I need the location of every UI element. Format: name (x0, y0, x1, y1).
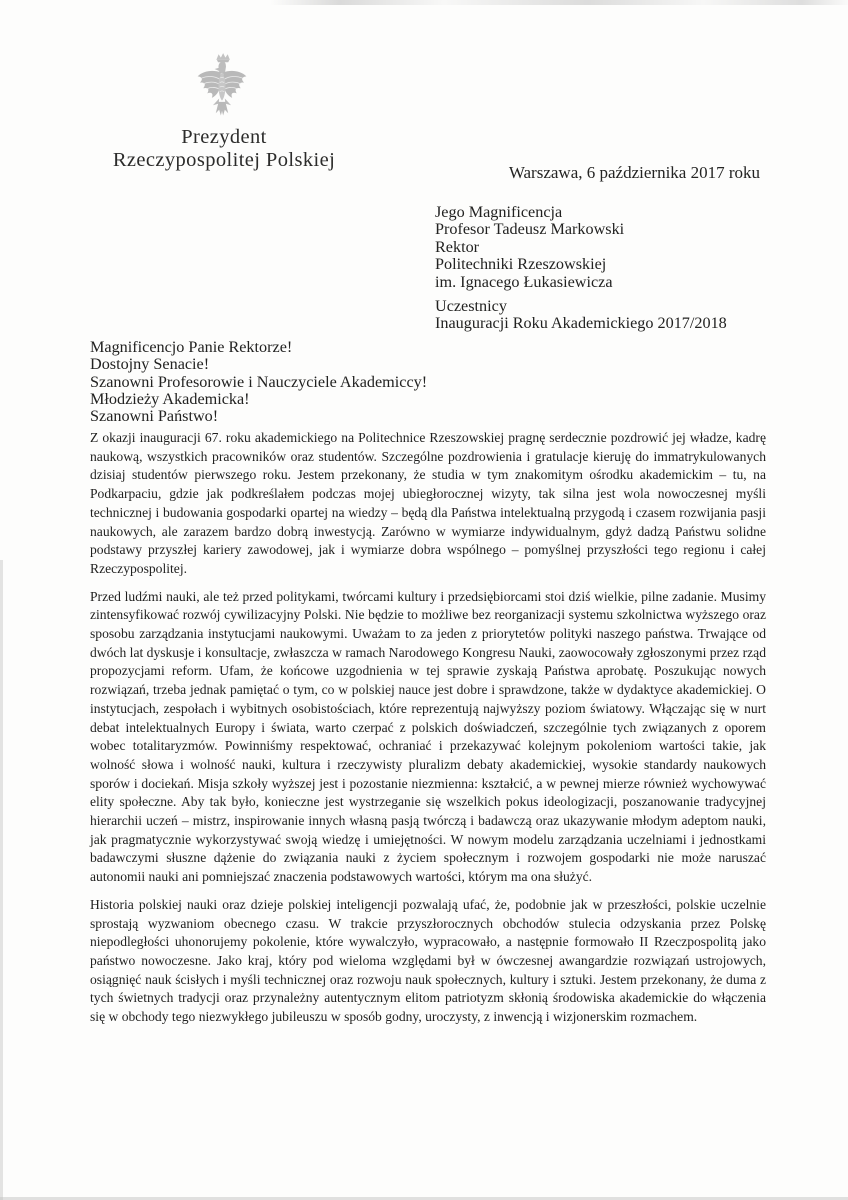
salutation-block (90, 339, 650, 425)
addressee-line-institution: Politechniki Rzeszowskiej (435, 255, 607, 274)
body-paragraph-1: Z okazji inauguracji 67. roku akademickiego na Politechnice Rzeszowskiej pragnę serdecznie pozdrowić jej władze, kadrę naukową, wszystkich pracowników oraz studentów. Szczególne pozdrowienia i gratulacje kieruję do immatrykulowanych dzisiaj studentów pierwszego roku. Jestem przekonany, że studia w tym znakomitym ośrodku akademickim – tu, na Podkarpaciu, gdzie jak podkreślałem podczas mojej ubiegłorocznej wizyty, tak silna jest wola nowoczesnej myśli technicznej i budowania gospodarki opartej na wiedzy – będą dla Państwa intelektualną przygodą i czasem rozwijania pasji naukowych, ale zarazem bardzo dobrą inwestycją. Zarówno w wymiarze indywidualnym, gdyż dadzą Państwu solidne podstawy przyszłej kariery zawodowej, jak i wymiarze dobra wspólnego – pomyślnej przyszłości tego regionu i całej Rzeczypospolitej. (90, 430, 766, 576)
addressee-line-position: Rektor (435, 237, 480, 256)
salutation-guests: Szanowni Państwo! (90, 407, 219, 426)
letter-body (90, 429, 766, 1027)
polish-eagle-emblem-icon (193, 52, 251, 120)
sender-title-block (64, 126, 384, 172)
addressee-line-name: Profesor Tadeusz Markowski (435, 220, 625, 239)
addressee-line-participants: Uczestnicy (435, 297, 507, 316)
dateline: Warszawa, 6 października 2017 roku (508, 163, 760, 182)
addressee-secondary-block (435, 298, 775, 333)
scan-artifact-top-edge (270, 0, 848, 5)
addressee-block (435, 204, 775, 333)
body-paragraph-2: Przed ludźmi nauki, ale też przed politykami, twórcami kultury i przedsiębiorcami stoi dziś wielkie, pilne zadanie. Musimy zintensyfikować rozwój cywilizacyjny Polski. Nie będzie to możliwe bez reorganizacji systemu szkolnictwa wyższego oraz sposobu zarządzania instytucjami naukowymi. Uważam to za jeden z priorytetów polityki naszego państwa. Trwające od dwóch lat dyskusje i konsultacje, zwłaszcza w ramach Narodowego Kongresu Nauki, zaowocowały zgłoszonymi przez rząd propozycjami reform. Ufam, że końcowe uzgodnienia w tej sprawie zyskają Państwa aprobatę. Poszukując nowych rozwiązań, trzeba jednak pamiętać o tym, co w polskiej nauce jest dobre i sprawdzone, także w dydaktyce akademickiej. O instytucjach, zespołach i wybitnych osobistościach, które reprezentują najwyższy poziom światowy. Włączając się w nurt debat intelektualnych Europy i świata, warto czerpać z polskich doświadczeń, szczególnie tych związanych z oporem wobec totalitaryzmów. Powinniśmy respektować, ochraniać i przekazywać kolejnym pokoleniom wartości takie, jak wolność słowa i wolność nauki, kultura i rzeczywisty pluralizm debaty akademickiej, wysokie standardy naukowych sporów i dociekań. Misja szkoły wyższej jest i pozostanie niezmienna: kształcić, a w pewnej mierze również wychowywać elity społeczne. Aby tak było, konieczne jest wystrzeganie się wszelkich pokus ideologizacji, poszanowanie tradycyjnej hierarchii uczeń – mistrz, inspirowanie innych własną pasją twórczą i badawczą oraz ukazywanie młodym adeptom nauki, jak pragmatycznie wykorzystywać swoją wiedzę i umiejętności. W nowym modelu zarządzania uczelniami i jednostkami badawczymi słuszne dążenie do związania nauki z życiem społecznym i rozwojem gospodarki nie może naruszać autonomii nauki ani pomniejszać znaczenia podstawowych wartości, którym ma ona służyć. (90, 588, 766, 885)
body-paragraph-3: Historia polskiej nauki oraz dzieje polskiej inteligencji pozwalają ufać, że, podobnie jak w przeszłości, polskie uczelnie sprostają wyzwaniom obecnego czasu. W trakcie przyszłorocznych obchodów stulecia odzyskania przez Polskę niepodległości uhonorujemy pokolenie, które wywalczyło, wypracowało, a następnie formowało II Rzeczpospolitą jako państwo nowoczesne. Jako kraj, który pod wieloma względami był w ówczesnej awangardzie rozwiązań ustrojowych, osiągnięć nauk ścisłych i myśli technicznej oraz rozwoju nauk społecznych, kultury i sztuki. Jestem przekonany, że duma z tych świetnych tradycji oraz przynależny autentycznym elitom patriotyzm skłonią środowiska akademickie do włączenia się w obchody tego niezwykłego jubileuszu w sposób godny, uroczysty, z inwencją i wizjonerskim rozmachem. (90, 896, 766, 1025)
salutation-students: Młodzieży Akademicka! (90, 389, 250, 408)
salutation-professors: Szanowni Profesorowie i Nauczyciele Akademiccy! (90, 372, 428, 391)
scan-artifact-left-edge (0, 560, 3, 1200)
sender-title-line-2: Rzeczypospolitej Polskiej (112, 149, 336, 171)
addressee-line-institution-patron: im. Ignacego Łukasiewicza (435, 272, 613, 291)
salutation-senate: Dostojny Senacie! (90, 355, 210, 374)
salutation-rector: Magnificencjo Panie Rektorze! (90, 338, 293, 356)
addressee-line-honorific: Jego Magnificencja (435, 203, 563, 221)
sender-title-line-1: Prezydent (181, 126, 267, 148)
addressee-line-event: Inauguracji Roku Akademickiego 2017/2018 (435, 314, 727, 333)
